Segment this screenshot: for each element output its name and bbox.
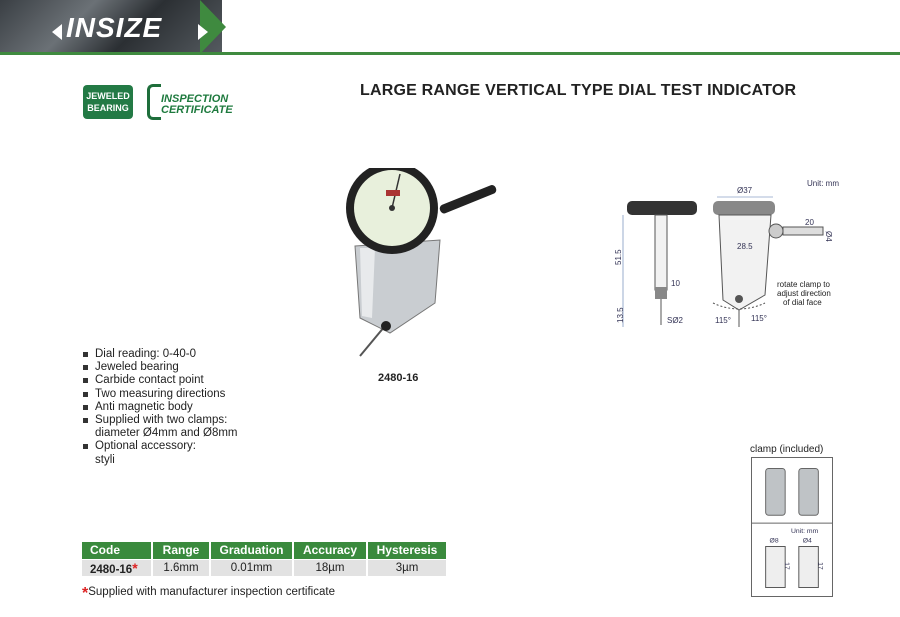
dim-10: 10 — [671, 279, 680, 288]
footnote-star: * — [82, 585, 89, 602]
feature-item: Jeweled bearing — [82, 361, 322, 374]
drawing-unit: Unit: mm — [807, 179, 839, 188]
table-header-row — [82, 542, 447, 559]
cell-accuracy: 18µm — [293, 559, 367, 576]
dim-13-5: 13.5 — [616, 307, 625, 323]
product-code-caption: 2480-16 — [378, 372, 419, 384]
note-line-2: adjust direction — [777, 289, 831, 298]
col-hysteresis: Hysteresis — [367, 542, 447, 559]
clamp-dia-8: Ø8 — [769, 537, 779, 545]
clamp-dia-4: Ø4 — [802, 537, 812, 545]
dimension-drawing — [605, 175, 855, 335]
feature-item: Two measuring directions — [82, 388, 322, 401]
table-row — [82, 559, 447, 576]
footnote-text: Supplied with manufacturer inspection certificate — [88, 586, 335, 598]
dim-20: 20 — [805, 218, 814, 227]
clamp-height-1: 17 — [783, 562, 791, 570]
dim-dia-4: Ø4 — [824, 231, 833, 242]
footnote — [82, 585, 335, 603]
badge-line-2: BEARING — [87, 103, 129, 113]
feature-list — [82, 348, 322, 467]
feature-item: diameter Ø4mm and Ø8mm — [95, 427, 238, 440]
cell-range: 1.6mm — [152, 559, 210, 576]
dim-sphere: SØ2 — [667, 316, 684, 325]
cell-hysteresis: 3µm — [367, 559, 447, 576]
dim-28-5: 28.5 — [737, 242, 753, 251]
contact-point-icon — [360, 326, 385, 356]
feature-item: Supplied with two clamps: — [82, 414, 322, 427]
inspection-certificate-badge — [147, 84, 257, 120]
feature-item: Anti magnetic body — [82, 401, 322, 414]
jeweled-bearing-badge — [83, 85, 133, 119]
cell-graduation: 0.01mm — [210, 559, 293, 576]
logo-right-arrow-icon — [198, 24, 208, 40]
clamp-height-2: 17 — [816, 562, 824, 570]
note-line-3: of dial face — [783, 298, 822, 307]
cert-line-2: CERTIFICATE — [161, 104, 233, 116]
cell-code: 2480-16* — [82, 559, 152, 576]
cert-line-1: INSPECTION — [161, 93, 229, 105]
note-line-1: rotate clamp to — [777, 280, 830, 289]
feature-item: styli — [95, 453, 115, 466]
angle-right: 115° — [751, 314, 767, 323]
logo-left-arrow-icon — [52, 24, 62, 40]
logo-text: INSIZE — [66, 12, 163, 43]
page-title: LARGE RANGE VERTICAL TYPE DIAL TEST INDICATOR — [360, 82, 797, 99]
side-view-head — [627, 201, 697, 215]
dial-indicator-image — [330, 168, 510, 368]
clamp-illustration — [751, 457, 833, 597]
feature-item: Optional accessory: — [82, 440, 322, 453]
banner-underline — [0, 52, 900, 55]
col-range: Range — [152, 542, 210, 559]
badge-line-1: JEWELED — [86, 91, 130, 101]
col-code: Code — [82, 542, 152, 559]
stem-icon — [439, 184, 498, 215]
feature-item: Dial reading: 0-40-0 — [82, 348, 322, 361]
angle-left: 115° — [715, 316, 731, 325]
col-accuracy: Accuracy — [293, 542, 367, 559]
header-banner — [0, 0, 900, 60]
col-graduation: Graduation — [210, 542, 293, 559]
feature-item: Carbide contact point — [82, 374, 322, 387]
clamp-unit: Unit: mm — [791, 527, 819, 535]
cert-bracket-icon — [147, 84, 161, 120]
front-view-head — [713, 201, 775, 215]
dim-dia-37: Ø37 — [737, 186, 753, 195]
star-mark: * — [132, 559, 138, 576]
dim-51-5: 51.5 — [614, 249, 623, 265]
clamp-title: clamp (included) — [750, 444, 824, 455]
spec-table — [82, 542, 448, 576]
